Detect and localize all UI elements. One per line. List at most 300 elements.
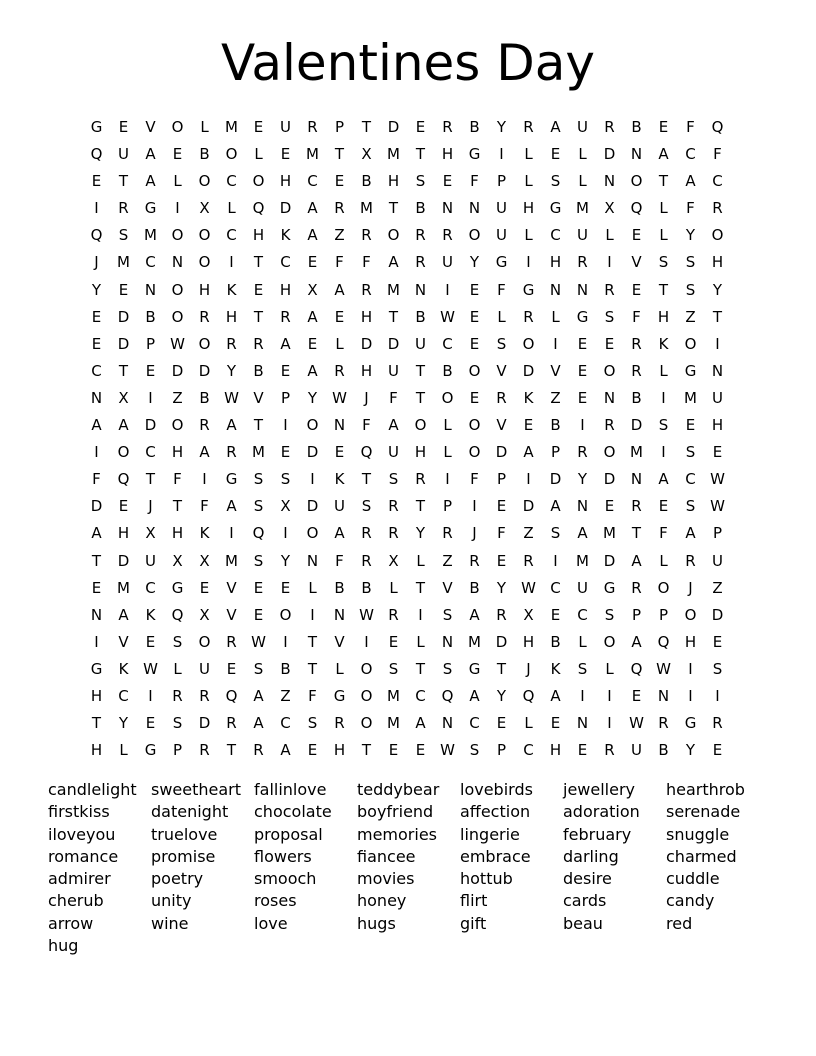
grid-letter: W — [629, 714, 644, 733]
grid-letter: B — [361, 172, 372, 191]
grid-letter: Z — [280, 686, 291, 705]
grid-letter: A — [145, 145, 156, 164]
grid-letter: Q — [90, 145, 103, 164]
grid-letter: O — [171, 416, 184, 435]
grid-letter: E — [280, 578, 291, 597]
grid-letter: Q — [117, 470, 130, 489]
grid-letter: L — [416, 632, 425, 651]
grid-letter: H — [549, 741, 562, 760]
grid-letter: H — [90, 741, 103, 760]
grid-letter: L — [173, 172, 182, 191]
grid-letter: X — [388, 551, 399, 570]
grid-letter: R — [631, 334, 642, 353]
grid-letter: P — [712, 524, 723, 543]
grid-letter: E — [631, 280, 642, 299]
grid-letter: L — [443, 416, 452, 435]
grid-letter: A — [388, 253, 399, 272]
grid-letter: D — [711, 605, 724, 624]
grid-letter: B — [253, 361, 264, 380]
grid-letter: A — [658, 145, 669, 164]
grid-letter: S — [604, 307, 615, 326]
grid-letter: E — [496, 714, 507, 733]
grid-letter: I — [418, 605, 423, 624]
word-list-item: teddybear — [357, 780, 440, 799]
grid-letter: E — [334, 307, 345, 326]
word-list-item: serenade — [666, 802, 741, 822]
grid-letter: L — [308, 578, 317, 597]
grid-letter: W — [332, 388, 347, 407]
word-list-item: candlelight — [48, 780, 137, 799]
grid-letter: N — [306, 551, 319, 570]
grid-letter: Q — [171, 605, 184, 624]
grid-letter: O — [468, 226, 481, 245]
grid-letter: H — [171, 443, 184, 462]
grid-letter: F — [632, 307, 641, 326]
word-list-item: cherub — [48, 891, 104, 911]
grid-letter: D — [630, 416, 643, 435]
grid-letter: D — [117, 307, 130, 326]
grid-letter: I — [499, 145, 504, 164]
word-list-item: romance — [48, 846, 119, 866]
grid-letter: M — [576, 199, 589, 218]
grid-letter: A — [631, 551, 642, 570]
grid-letter: F — [686, 118, 695, 136]
grid-letter: Y — [496, 118, 507, 136]
grid-letter: N — [576, 280, 589, 299]
grid-letter: H — [90, 686, 103, 705]
grid-letter: E — [631, 686, 642, 705]
grid-letter: A — [415, 714, 426, 733]
grid-letter: M — [684, 388, 697, 407]
grid-letter: B — [199, 145, 210, 164]
grid-letter: S — [712, 659, 723, 678]
grid-letter: U — [334, 497, 345, 516]
word-list-item: lovebirds — [460, 780, 533, 799]
grid-letter: A — [91, 416, 102, 435]
grid-letter: R — [577, 443, 588, 462]
grid-letter: Z — [550, 388, 561, 407]
grid-letter: N — [144, 280, 157, 299]
grid-letter: E — [550, 605, 561, 624]
grid-letter: F — [335, 253, 344, 272]
grid-letter: O — [171, 280, 184, 299]
grid-letter: D — [117, 334, 130, 353]
grid-letter: J — [148, 497, 153, 516]
grid-letter: E — [280, 145, 291, 164]
grid-letter: A — [226, 416, 237, 435]
grid-letter: R — [604, 416, 615, 435]
grid-letter: L — [659, 551, 668, 570]
grid-letter: Y — [496, 578, 507, 597]
grid-letter: G — [144, 199, 157, 218]
grid-letter: G — [468, 145, 481, 164]
grid-letter: T — [361, 741, 372, 760]
grid-letter: O — [306, 524, 319, 543]
grid-letter: B — [550, 416, 561, 435]
grid-letter: I — [445, 280, 450, 299]
grid-letter: Z — [523, 524, 534, 543]
grid-letter: B — [415, 307, 426, 326]
grid-letter: U — [280, 118, 291, 136]
grid-letter: H — [522, 632, 535, 651]
grid-letter: M — [387, 686, 400, 705]
grid-letter: I — [688, 686, 693, 705]
grid-letter: A — [550, 686, 561, 705]
grid-letter: E — [577, 361, 588, 380]
grid-letter: C — [91, 361, 102, 380]
grid-letter: T — [253, 307, 264, 326]
grid-letter: B — [550, 632, 561, 651]
grid-letter: I — [526, 253, 531, 272]
grid-letter: N — [603, 388, 616, 407]
grid-letter: G — [495, 253, 508, 272]
grid-letter: N — [90, 605, 103, 624]
grid-letter: G — [90, 118, 103, 136]
grid-letter: C — [550, 226, 561, 245]
grid-letter: N — [414, 280, 427, 299]
grid-letter: M — [225, 551, 238, 570]
grid-letter: L — [659, 361, 668, 380]
grid-letter: M — [252, 443, 265, 462]
grid-letter: K — [226, 280, 237, 299]
grid-letter: H — [279, 280, 292, 299]
word-list — [48, 779, 769, 957]
word-list-item: arrow — [48, 913, 94, 933]
grid-letter: B — [415, 199, 426, 218]
grid-letter: H — [711, 416, 724, 435]
grid-letter: U — [712, 551, 723, 570]
word-list-item: promise — [151, 846, 216, 866]
grid-letter: X — [361, 145, 372, 164]
grid-letter: C — [685, 470, 696, 489]
grid-letter: C — [577, 605, 588, 624]
grid-letter: Y — [685, 741, 696, 760]
grid-letter: R — [442, 118, 453, 136]
grid-letter: Q — [90, 226, 103, 245]
grid-letter: A — [550, 118, 561, 136]
grid-letter: D — [522, 361, 535, 380]
grid-letter: I — [526, 470, 531, 489]
grid-letter: H — [279, 172, 292, 191]
grid-letter: H — [387, 172, 400, 191]
grid-letter: I — [94, 443, 99, 462]
grid-letter: I — [607, 714, 612, 733]
grid-letter: S — [361, 497, 372, 516]
grid-letter: G — [144, 741, 157, 760]
grid-letter: S — [118, 226, 129, 245]
grid-letter: I — [310, 605, 315, 624]
grid-letter: D — [198, 361, 211, 380]
grid-letter: S — [550, 172, 561, 191]
word-list-item: affection — [460, 802, 531, 822]
grid-letter: J — [688, 578, 693, 597]
grid-letter: T — [253, 416, 264, 435]
grid-letter: O — [603, 443, 616, 462]
grid-letter: M — [576, 551, 589, 570]
grid-letter: R — [523, 118, 534, 136]
grid-letter: S — [253, 470, 264, 489]
word-list-item: poetry — [151, 869, 204, 889]
grid-letter: D — [495, 443, 508, 462]
grid-letter: S — [577, 659, 588, 678]
grid-letter: P — [145, 334, 156, 353]
grid-letter: F — [173, 470, 182, 489]
grid-letter: E — [253, 578, 264, 597]
word-list-item: adoration — [563, 802, 640, 822]
grid-letter: F — [497, 280, 506, 299]
grid-letter: A — [334, 280, 345, 299]
grid-letter: O — [414, 416, 427, 435]
grid-letter: E — [712, 741, 723, 760]
grid-letter: R — [226, 632, 237, 651]
word-list-item: hottub — [460, 869, 513, 889]
grid-letter: G — [333, 686, 346, 705]
grid-letter: N — [333, 605, 346, 624]
grid-letter: B — [658, 741, 669, 760]
grid-letter: R — [199, 686, 210, 705]
grid-letter: U — [118, 145, 129, 164]
grid-letter: M — [603, 524, 616, 543]
grid-letter: O — [468, 361, 481, 380]
grid-letter: E — [712, 632, 723, 651]
grid-letter: S — [550, 524, 561, 543]
grid-letter: E — [91, 307, 102, 326]
grid-letter: R — [685, 551, 696, 570]
grid-letter: U — [145, 551, 156, 570]
grid-letter: O — [657, 578, 670, 597]
grid-letter: I — [148, 686, 153, 705]
grid-letter: P — [631, 605, 642, 624]
grid-letter: E — [388, 632, 399, 651]
grid-letter: O — [225, 145, 238, 164]
grid-letter: F — [92, 470, 101, 489]
grid-letter: Y — [415, 524, 426, 543]
word-list-item: boyfriend — [357, 802, 434, 822]
grid-letter: R — [118, 199, 129, 218]
grid-letter: T — [172, 497, 183, 516]
grid-letter: R — [307, 118, 318, 136]
grid-letter: W — [521, 578, 536, 597]
grid-letter: S — [172, 632, 183, 651]
grid-letter: L — [605, 659, 614, 678]
grid-letter: A — [118, 416, 129, 435]
grid-letter: R — [361, 524, 372, 543]
grid-letter: R — [415, 470, 426, 489]
grid-letter: I — [94, 199, 99, 218]
grid-letter: Y — [118, 714, 129, 733]
grid-letter: Q — [630, 199, 643, 218]
grid-letter: O — [252, 172, 265, 191]
grid-letter: D — [360, 334, 373, 353]
grid-letter: T — [388, 199, 399, 218]
grid-letter: I — [553, 334, 558, 353]
grid-letter: O — [198, 632, 211, 651]
word-list-item: smooch — [254, 869, 317, 889]
grid-letter: E — [307, 253, 318, 272]
word-list-item: cuddle — [666, 869, 720, 889]
grid-letter: U — [496, 226, 507, 245]
grid-letter: D — [198, 714, 211, 733]
grid-letter: U — [442, 253, 453, 272]
grid-letter: X — [307, 280, 318, 299]
grid-letter: R — [199, 307, 210, 326]
grid-letter: A — [280, 741, 291, 760]
grid-letter: H — [171, 524, 184, 543]
grid-letter: D — [603, 551, 616, 570]
grid-letter: E — [334, 443, 345, 462]
grid-letter: A — [307, 361, 318, 380]
grid-letter: Y — [280, 551, 291, 570]
grid-letter: K — [199, 524, 210, 543]
grid-letter: E — [145, 632, 156, 651]
grid-letter: H — [441, 145, 454, 164]
grid-letter: M — [360, 199, 373, 218]
grid-letter: W — [143, 659, 158, 678]
grid-letter: N — [441, 199, 454, 218]
grid-letter: C — [280, 253, 291, 272]
grid-letter: V — [226, 605, 237, 624]
word-list-item: wine — [151, 913, 189, 933]
grid-letter: E — [199, 578, 210, 597]
grid-letter: N — [441, 632, 454, 651]
grid-letter: T — [361, 470, 372, 489]
grid-letter: I — [283, 416, 288, 435]
word-list-item: flowers — [254, 846, 312, 866]
grid-letter: G — [684, 361, 697, 380]
grid-letter: G — [522, 280, 535, 299]
grid-letter: B — [361, 578, 372, 597]
word-list-item: honey — [357, 891, 407, 911]
grid-letter: H — [522, 199, 535, 218]
grid-letter: L — [119, 741, 128, 760]
grid-letter: F — [470, 172, 479, 191]
grid-letter: C — [442, 334, 453, 353]
grid-letter: N — [657, 686, 670, 705]
word-list-item: sweetheart — [151, 780, 242, 799]
word-list-item: jewellery — [563, 780, 635, 799]
grid-letter: I — [445, 470, 450, 489]
grid-letter: Q — [522, 686, 535, 705]
grid-letter: V — [253, 388, 264, 407]
grid-letter: H — [549, 253, 562, 272]
grid-letter: I — [94, 632, 99, 651]
grid-letter: S — [253, 659, 264, 678]
grid-letter: S — [280, 470, 291, 489]
grid-letter: P — [658, 605, 669, 624]
grid-letter: E — [631, 226, 642, 245]
grid-letter: Q — [252, 199, 265, 218]
grid-letter: E — [415, 118, 426, 136]
grid-letter: E — [334, 172, 345, 191]
grid-letter: R — [631, 578, 642, 597]
grid-letter: J — [526, 659, 531, 678]
grid-letter: A — [685, 172, 696, 191]
grid-letter: Q — [711, 118, 724, 136]
grid-letter: C — [523, 741, 534, 760]
grid-letter: O — [360, 659, 373, 678]
grid-letter: O — [522, 334, 535, 353]
grid-letter: D — [279, 199, 292, 218]
grid-letter: R — [469, 551, 480, 570]
grid-letter: A — [523, 443, 534, 462]
grid-letter: S — [442, 605, 453, 624]
grid-letter: J — [364, 388, 369, 407]
grid-letter: C — [307, 172, 318, 191]
word-list-item: chocolate — [254, 802, 332, 822]
grid-letter: A — [307, 226, 318, 245]
grid-letter: B — [469, 118, 480, 136]
grid-letter: G — [225, 470, 238, 489]
grid-letter: I — [283, 632, 288, 651]
grid-letter: E — [469, 334, 480, 353]
word-list-item: hug — [48, 936, 79, 956]
grid-letter: T — [361, 118, 372, 136]
word-list-item: unity — [151, 891, 192, 911]
grid-letter: V — [145, 118, 156, 136]
grid-letter: F — [308, 686, 317, 705]
grid-letter: L — [578, 632, 587, 651]
grid-letter: E — [226, 659, 237, 678]
grid-letter: V — [496, 361, 507, 380]
grid-letter: R — [199, 741, 210, 760]
grid-letter: O — [198, 172, 211, 191]
grid-letter: E — [604, 334, 615, 353]
grid-letter: L — [578, 145, 587, 164]
grid-letter: R — [658, 714, 669, 733]
grid-letter: D — [522, 497, 535, 516]
grid-letter: N — [171, 253, 184, 272]
grid-letter: L — [416, 551, 425, 570]
grid-letter: N — [333, 416, 346, 435]
grid-letter: W — [710, 470, 725, 489]
grid-letter: R — [253, 741, 264, 760]
grid-letter: O — [198, 253, 211, 272]
grid-letter: Y — [712, 280, 723, 299]
grid-letter: I — [580, 416, 585, 435]
grid-letter: I — [202, 470, 207, 489]
word-list-item: beau — [563, 913, 603, 933]
grid-letter: F — [362, 253, 371, 272]
word-list-item: hearthrob — [666, 780, 745, 799]
grid-letter: R — [334, 361, 345, 380]
grid-letter: Z — [712, 578, 723, 597]
grid-letter: U — [577, 118, 588, 136]
grid-letter: T — [415, 361, 426, 380]
grid-letter: N — [576, 714, 589, 733]
grid-letter: S — [685, 443, 696, 462]
grid-letter: V — [496, 416, 507, 435]
grid-letter: R — [253, 334, 264, 353]
grid-letter: D — [495, 632, 508, 651]
grid-letter: H — [117, 524, 130, 543]
grid-letter: C — [226, 226, 237, 245]
grid-letter: O — [171, 307, 184, 326]
grid-letter: K — [118, 659, 129, 678]
grid-letter: H — [252, 226, 265, 245]
grid-letter: U — [496, 199, 507, 218]
grid-letter: L — [659, 226, 668, 245]
grid-letter: T — [496, 659, 507, 678]
grid-letter: O — [603, 632, 616, 651]
grid-letter: I — [661, 443, 666, 462]
grid-letter: Z — [172, 388, 183, 407]
grid-letter: C — [118, 686, 129, 705]
grid-letter: I — [229, 253, 234, 272]
grid-letter: N — [90, 388, 103, 407]
grid-letter: H — [333, 741, 346, 760]
grid-letter: Y — [226, 361, 237, 380]
grid-letter: B — [469, 578, 480, 597]
